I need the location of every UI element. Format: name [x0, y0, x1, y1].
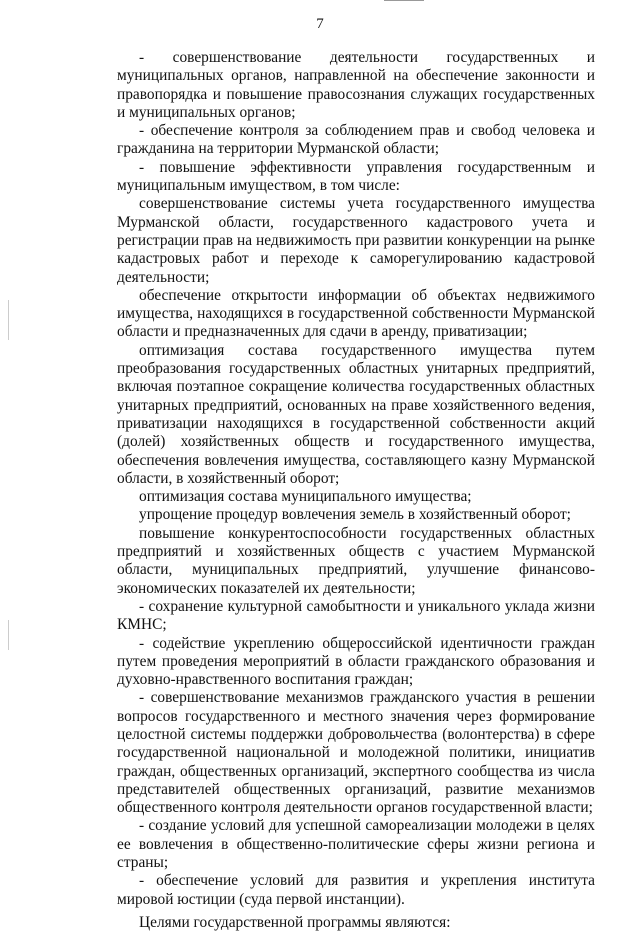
paragraph: - совершенствование механизмов гражданского участия в решении вопросов государственного и местного значения через формирование целостной системы поддержки добровольчества (волонтерства) в сфере государственной национальной и молодежной политики, инициатив граждан, общественных организаций, экспертного сообщества из числа представителей общественных организаций, развитие механизмов общественного контроля деятельности органов государственной власти; — [117, 689, 595, 817]
paragraph: упрощение процедур вовлечения земель в хозяйственный оборот; — [139, 506, 571, 524]
paragraph: - обеспечение условий для развития и укрепления института мировой юстиции (суда первой инстанции). — [117, 872, 595, 908]
paragraph: оптимизация состава муниципального имущества; — [139, 488, 472, 506]
scan-margin-mark — [8, 620, 9, 650]
paragraph: - обеспечение контроля за соблюдением прав и свобод человека и гражданина на территории Мурманской области; — [117, 122, 595, 158]
paragraph: - совершенствование деятельности государственных и муниципальных органов, направленной на обеспечение законности и правопорядка и повышение правосознания служащих государственных и муниципальных органов; — [117, 49, 595, 121]
paragraph: оптимизация состава государственного имущества путем преобразования государственных областных унитарных предприятий, включая поэтапное сокращение количества государственных областных унитарных предприятий, основанных на праве хозяйственного ведения, приватизации находящихся в государственной собственности акций (долей) хозяйственных обществ и государственного имущества, обеспечения вовлечения имущества, составляющего казну Мурманской области, в хозяйственный оборот; — [117, 341, 595, 487]
page-number: 7 — [316, 16, 324, 32]
paragraph: совершенствование системы учета государственного имущества Мурманской области, государственного кадастрового учета и регистрации прав на недвижимость при развитии конкуренции на рынке кадастровых работ и переходе к саморегулированию кадастровой деятельности; — [117, 195, 595, 286]
paragraph: - сохранение культурной самобытности и уникального уклада жизни КМНС; — [117, 597, 595, 634]
paragraph: - содействие укреплению общероссийской идентичности граждан путем проведения мероприятий в области гражданского образования и духовно-нравственного воспитания граждан; — [117, 634, 595, 689]
paragraph: обеспечение открытости информации об объектах недвижимого имущества, находящихся в государственной собственности Мурманской области и предназначенных для сдачи в аренду, приватизации; — [117, 286, 595, 341]
scan-edge-mark — [384, 0, 424, 1]
paragraph: - создание условий для успешной самореализации молодежи в целях ее вовлечения в общественно-политические сферы жизни региона и страны; — [117, 817, 595, 872]
paragraph: повышение конкурентоспособности государственных областных предприятий и хозяйственных обществ с участием Мурманской области, муниципальных предприятий, улучшение финансово-экономических показателей их деятельности; — [117, 524, 595, 597]
document-body — [117, 49, 595, 932]
closing-line: Целями государственной программы являются: — [139, 913, 451, 931]
scan-margin-mark — [8, 300, 9, 340]
paragraph: - повышение эффективности управления государственным и муниципальным имуществом, в том числе: — [117, 158, 595, 195]
